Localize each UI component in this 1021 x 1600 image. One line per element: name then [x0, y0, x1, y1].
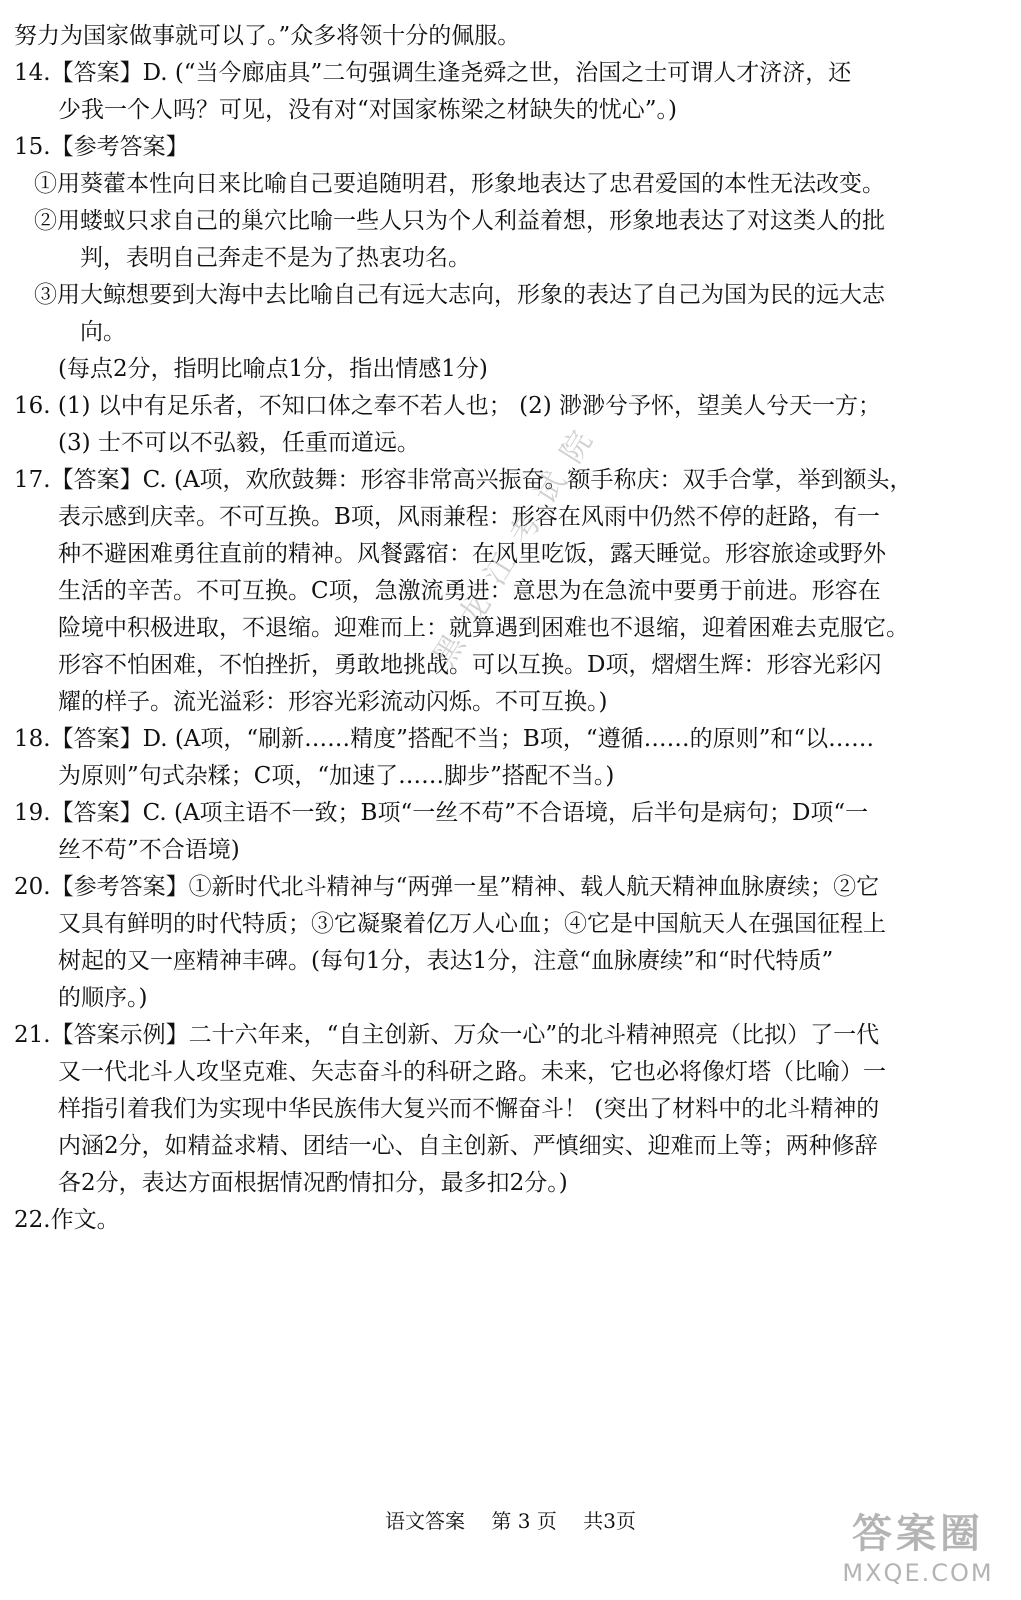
text-line: ③用大鲸想要到大海中去比喻自己有远大志向，形象的表达了自己为国为民的远大志	[34, 282, 885, 308]
text-line: (3) 士不可以不弘毅，任重而道远。	[58, 430, 420, 456]
text-line: 丝不苟”不合语境)	[58, 837, 240, 863]
text-line: 22.作文。	[14, 1207, 120, 1233]
text-line: 又一代北斗人攻坚克难、矢志奋斗的科研之路。未来，它也必将像灯塔（比喻）一	[58, 1059, 886, 1085]
text-line: 16. (1) 以中有足乐者，不知口体之奉不若人也； (2) 渺渺兮予怀，望美人兮天一方；	[14, 393, 881, 419]
logo-cn-text: 答案圈	[852, 1511, 984, 1557]
text-line: 险境中积极进取，不退缩。迎难而上：就算遇到困难也不退缩，迎着困难去克服它。	[58, 615, 909, 641]
text-line: 向。	[80, 319, 126, 345]
text-line: 表示感到庆幸。不可互换。B项，风雨兼程：形容在风雨中仍然不停的赶路，有一	[58, 504, 880, 530]
text-line: 树起的又一座精神丰碑。(每句1分，表达1分，注意“血脉赓续”和“时代特质”	[58, 948, 834, 974]
text-line: 内涵2分，如精益求精、团结一心、自主创新、严慎细实、迎难而上等；两种修辞	[58, 1133, 878, 1159]
document-body	[14, 18, 994, 1239]
watermark-text: 黑龙江考试院	[426, 410, 610, 673]
text-line: ②用蝼蚁只求自己的巢穴比喻一些人只为个人利益着想，形象地表达了对这类人的批	[34, 208, 885, 234]
text-line: 15.【参考答案】	[14, 134, 189, 160]
footer-total-pages: 共3页	[583, 1509, 636, 1533]
footer-subject: 语文答案	[385, 1509, 466, 1533]
logo-en-text: MXQE.COM	[842, 1559, 994, 1587]
text-line: (每点2分，指明比喻点1分，指出情感1分)	[58, 356, 488, 382]
text-line: 各2分，表达方面根据情况酌情扣分，最多扣2分。)	[58, 1170, 568, 1196]
text-line: 少我一个人吗？可见，没有对“对国家栋梁之材缺失的忧心”。)	[58, 97, 677, 123]
text-line: 又具有鲜明的时代特质；③它凝聚着亿万人心血；④它是中国航天人在强国征程上	[58, 911, 886, 937]
site-logo	[833, 1502, 1003, 1587]
text-line: 形容不怕困难，不怕挫折，勇敢地挑战。可以互换。D项，熠熠生辉：形容光彩闪	[58, 652, 882, 678]
text-line: 样指引着我们为实现中华民族伟大复兴而不懈奋斗！ (突出了材料中的北斗精神的	[58, 1096, 880, 1122]
text-line: 19.【答案】C. (A项主语不一致；B项“一丝不苟”不合语境，后半句是病句；D项“一	[14, 800, 869, 826]
text-line: ①用葵藿本性向日来比喻自己要追随明君，形象地表达了忠君爱国的本性无法改变。	[34, 171, 885, 197]
text-line: 的顺序。)	[58, 985, 148, 1011]
text-line: 生活的辛苦。不可互换。C项，急激流勇进：意思为在急流中要勇于前进。形容在	[58, 578, 881, 604]
text-line: 20.【参考答案】①新时代北斗精神与“两弹一星”精神、载人航天精神血脉赓续；②它	[14, 874, 880, 900]
text-line: 14.【答案】D. (“当今廊庙具”二句强调生逢尧舜之世，治国之士可谓人才济济，还	[14, 60, 852, 86]
text-line: 种不避困难勇往直前的精神。风餐露宿：在风里吃饭，露天睡觉。形容旅途或野外	[58, 541, 886, 567]
text-line: 17.【答案】C. (A项，欢欣鼓舞：形容非常高兴振奋。额手称庆：双手合掌，举到额头，	[14, 467, 913, 493]
text-line: 努力为国家做事就可以了。”众多将领十分的佩服。	[14, 23, 521, 49]
text-line: 耀的样子。流光溢彩：形容光彩流动闪烁。不可互换。)	[58, 689, 608, 715]
text-line: 18.【答案】D. (A项，“刷新……精度”搭配不当；B项，“遵循……的原则”和“以……	[14, 726, 875, 752]
footer-page-number: 第 3 页	[491, 1509, 557, 1533]
text-line: 21.【答案示例】二十六年来，“自主创新、万众一心”的北斗精神照亮（比拟）了一代	[14, 1022, 880, 1048]
text-line: 判，表明自己奔走不是为了热衷功名。	[80, 245, 471, 271]
text-line: 为原则”句式杂糅；C项，“加速了……脚步”搭配不当。)	[58, 763, 615, 789]
